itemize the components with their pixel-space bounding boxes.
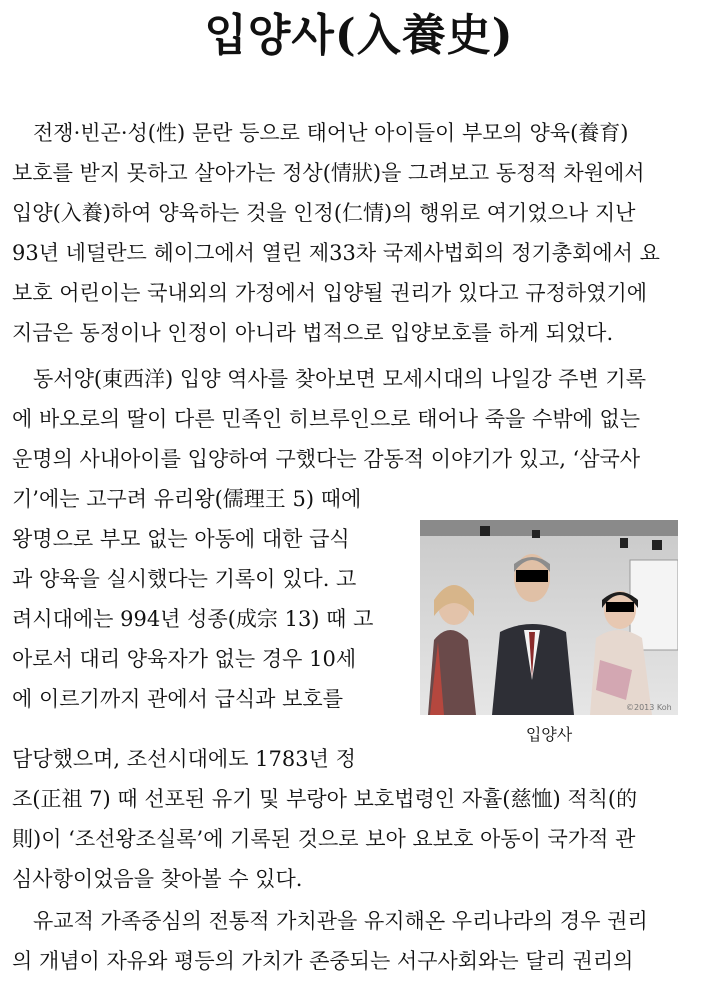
body-line: 담당했으며, 조선시대에도 1783년 정 (12, 747, 356, 771)
body-line: 과 양육을 실시했다는 기록이 있다. 고 (12, 567, 357, 591)
photo-illustration (420, 520, 678, 715)
body-line: 유교적 가족중심의 전통적 가치관을 유지해온 우리나라의 경우 권리 (12, 909, 648, 933)
body-line: 보호 어린이는 국내외의 가정에서 입양될 권리가 있다고 규정하였기에 (12, 281, 648, 305)
body-line: 93년 네덜란드 헤이그에서 열린 제33차 국제사법회의 정기총회에서 요 (12, 241, 660, 265)
photo-watermark: ©2013 Koh (626, 703, 672, 712)
body-line: 조(正祖 7) 때 선포된 유기 및 부랑아 보호법령인 자휼(慈恤) 적칙(的 (12, 787, 638, 811)
body-line: 전쟁·빈곤·성(性) 문란 등으로 태어난 아이들이 부모의 양육(養育) (12, 121, 629, 145)
page-title: 입양사(入養史) (204, 10, 514, 61)
body-line: 운명의 사내아이를 입양하여 구했다는 감동적 이야기가 있고, ‘삼국사 (12, 447, 641, 471)
body-line: 려시대에는 994년 성종(成宗 13) 때 고 (12, 607, 374, 631)
body-line: 기’에는 고구려 유리왕(儒理王 5) 때에 (12, 487, 362, 511)
body-line: 則)이 ‘조선왕조실록’에 기록된 것으로 보아 요보호 아동이 국가적 관 (12, 827, 636, 851)
figure-photo (420, 520, 678, 715)
body-line: 입양(入養)하여 양육하는 것을 인정(仁情)의 행위로 여기었으나 지난 (12, 201, 636, 225)
figure-caption: 입양사 (525, 725, 573, 744)
body-line: 심사항이었음을 찾아볼 수 있다. (12, 867, 303, 891)
body-line: 의 개념이 자유와 평등의 가치가 존중되는 서구사회와는 달리 권리의 (12, 949, 634, 973)
body-line: 에 이르기까지 관에서 급식과 보호를 (12, 687, 343, 711)
body-line: 지금은 동정이나 인정이 아니라 법적으로 입양보호를 하게 되었다. (12, 321, 614, 345)
body-line: 보호를 받지 못하고 살아가는 정상(情狀)을 그려보고 동정적 차원에서 (12, 161, 645, 185)
body-line: 동서양(東西洋) 입양 역사를 찾아보면 모세시대의 나일강 주변 기록 (12, 367, 646, 391)
body-line: 왕명으로 부모 없는 아동에 대한 급식 (12, 527, 350, 551)
body-line: 에 바오로의 딸이 다른 민족인 히브루인으로 태어나 죽을 수밖에 없는 (12, 407, 641, 431)
body-line: 아로서 대리 양육자가 없는 경우 10세 (12, 647, 357, 671)
